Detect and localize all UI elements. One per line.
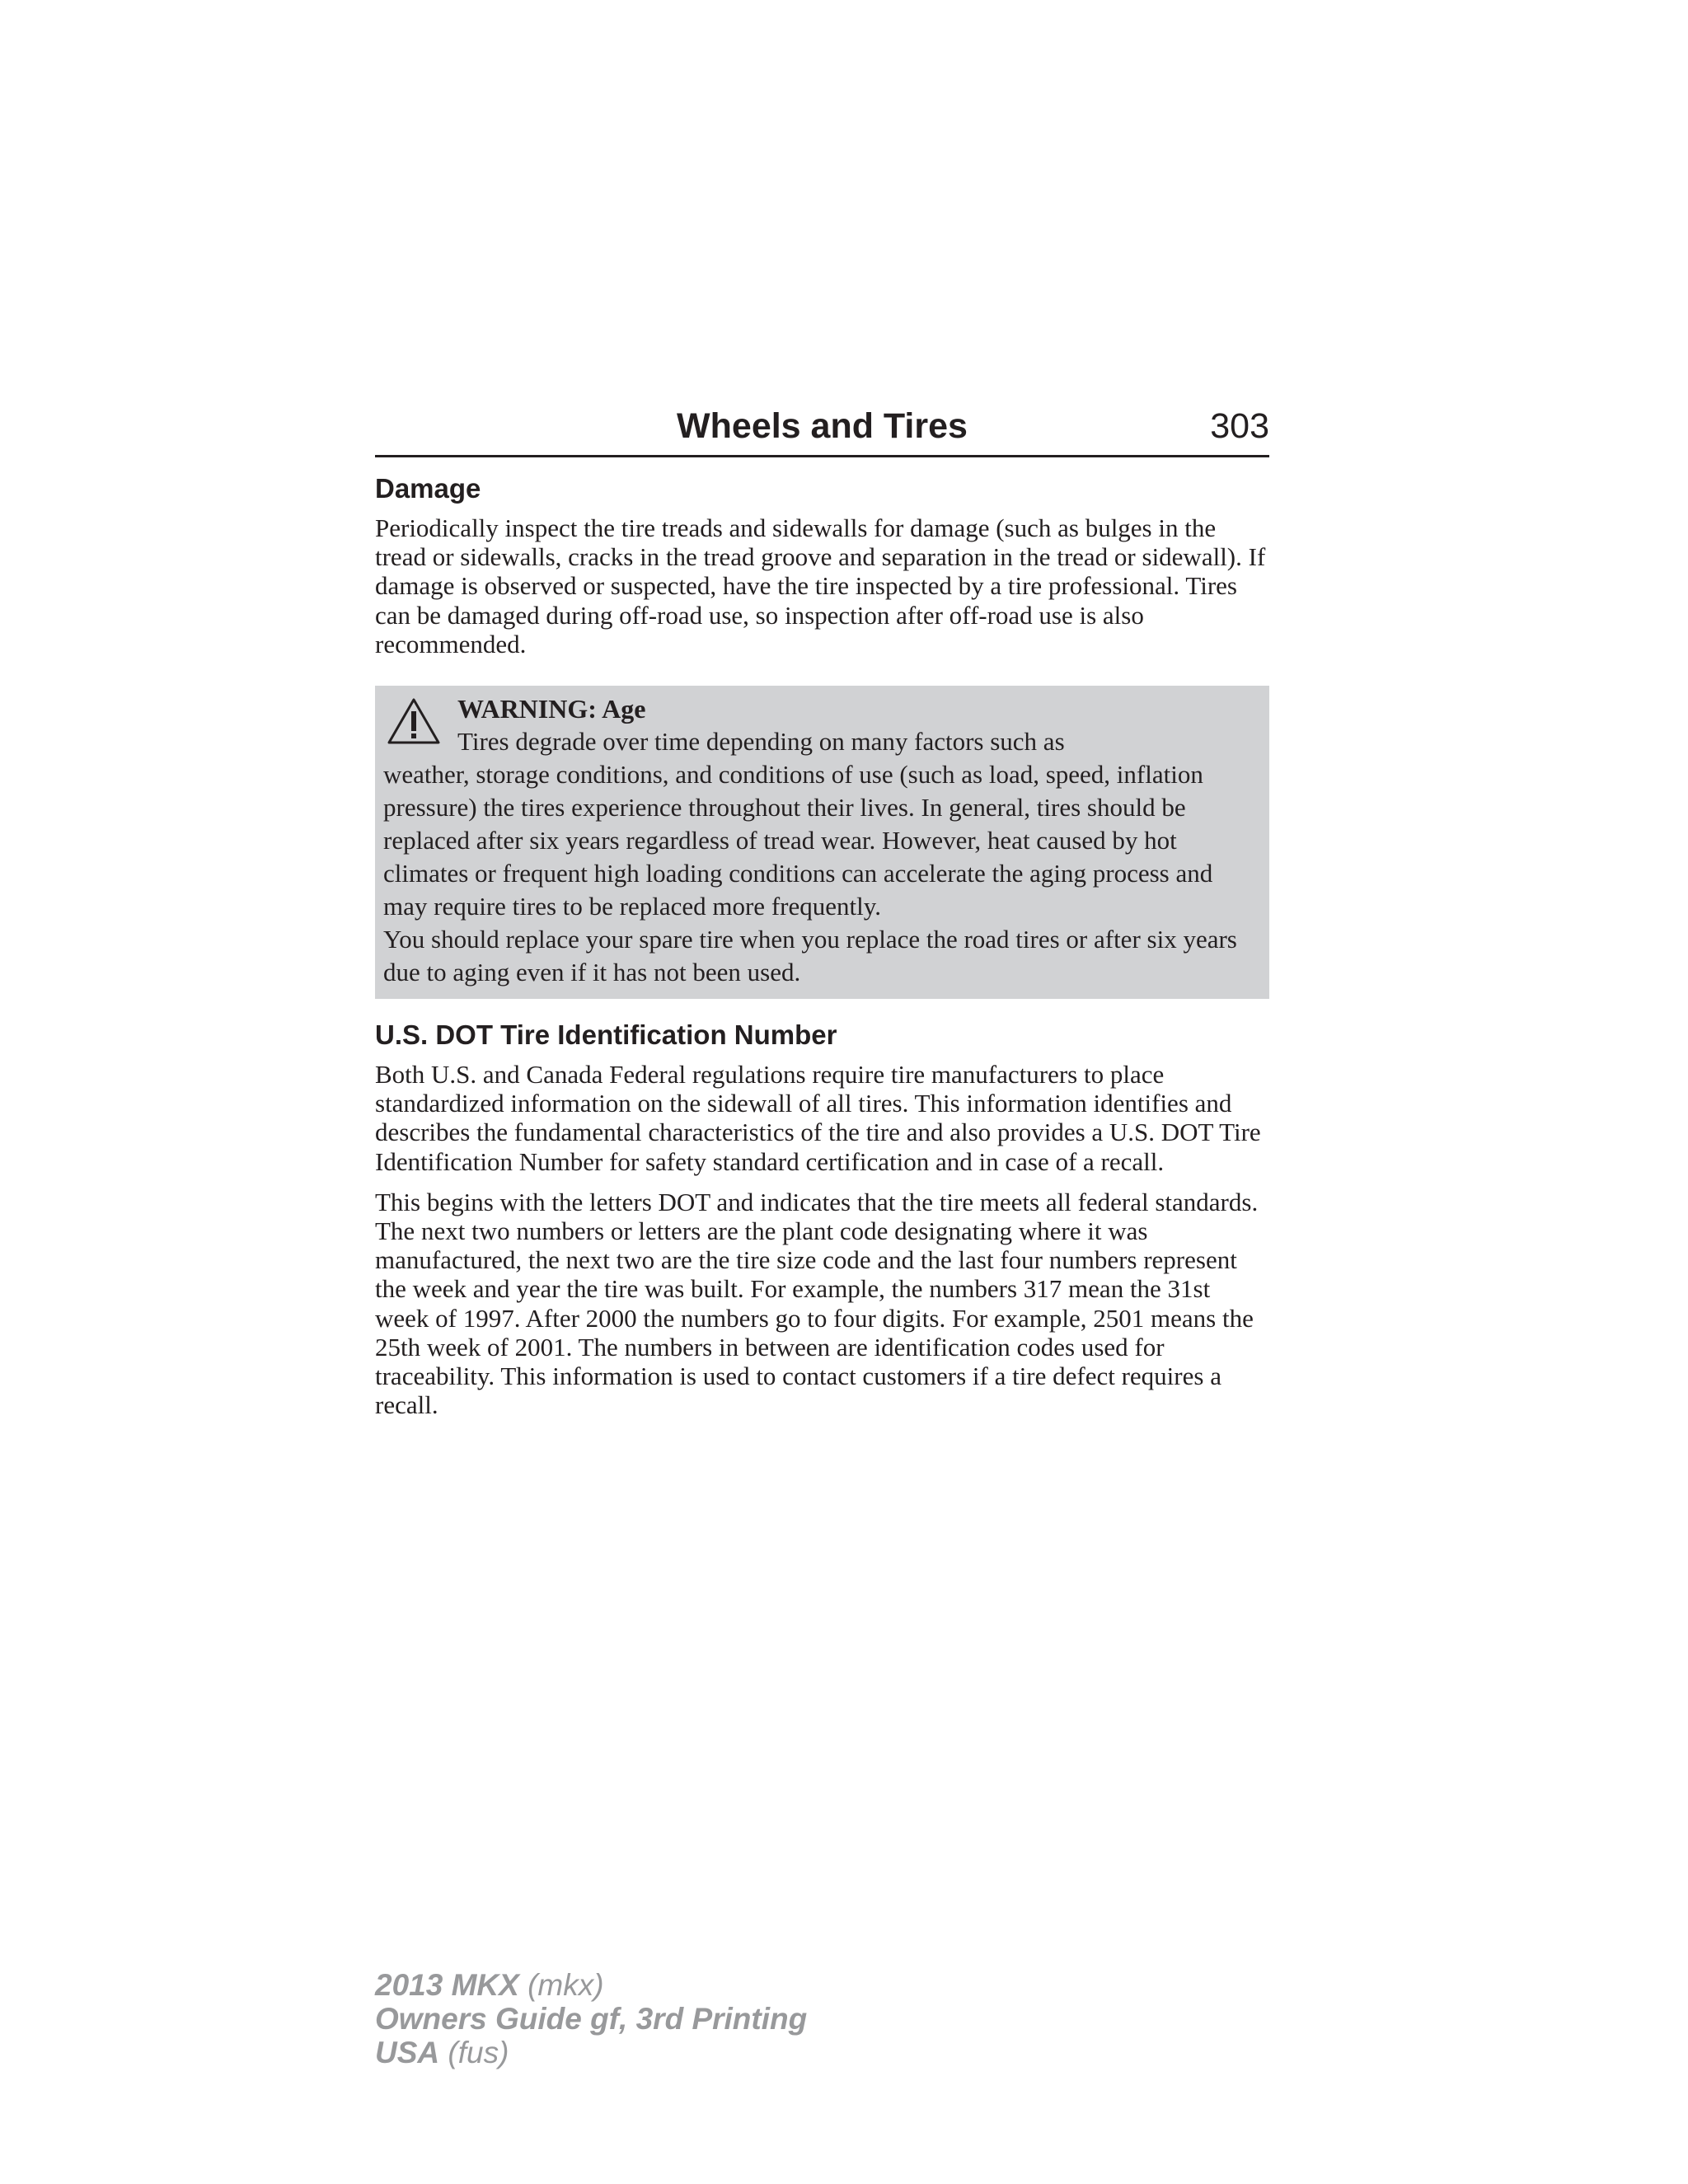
damage-heading: Damage [375, 473, 481, 504]
print-footer [375, 1968, 807, 2069]
warning-paragraph: weather, storage conditions, and conditions of use (such as load, speed, inflation pressure) the tires experience throughout their lives. In general, tires should be replaced after six years regardless of tread wear. However, heat caused by hot climates or frequent high loading conditions can accelerate the aging process and may require tires to be replaced more frequently. [383, 760, 1213, 921]
warning-first-line: Tires degrade over time depending on many factors such as [457, 727, 1065, 757]
section-title: Wheels and Tires [677, 406, 968, 446]
dot-heading: U.S. DOT Tire Identification Number [375, 1019, 837, 1051]
footer-model-line [375, 1968, 807, 2002]
warning-box [375, 686, 1269, 999]
manual-page [375, 404, 1269, 1419]
footer-region-code: (fus) [439, 2036, 509, 2069]
footer-model-code: (mkx) [518, 1968, 604, 2002]
dot-paragraph-1: Both U.S. and Canada Federal regulations require tire manufacturers to place standardized information on the sidewall of all tires. This information identifies and describes the fundamental characteristics of the tire and also provides a U.S. DOT Tire Identification Number for safety standard certification and in case of a recall. [375, 1060, 1261, 1176]
page-header [375, 404, 1269, 457]
footer-region-line [375, 2036, 807, 2069]
page-number: 303 [1210, 406, 1269, 446]
footer-model: 2013 MKX [375, 1968, 519, 2002]
warning-title: WARNING: Age [457, 694, 646, 724]
warning-triangle-icon [387, 697, 441, 745]
damage-paragraph: Periodically inspect the tire treads and sidewalls for damage (such as bulges in the tread or sidewalls, cracks in the tread groove and separation in the tread or sidewall). If damage is observed or suspected, have the tire inspected by a tire professional. Tires can be damaged during off-road use, so inspection after off-road use is also recommended. [375, 513, 1266, 658]
footer-guide-line: Owners Guide gf, 3rd Printing [375, 2002, 808, 2036]
footer-region: USA [375, 2036, 440, 2069]
warning-spare-paragraph: You should replace your spare tire when you replace the road tires or after six years due to aging even if it has not been used. [383, 925, 1237, 987]
dot-paragraph-2: This begins with the letters DOT and indicates that the tire meets all federal standards. The next two numbers or letters are the plant code designating where it was manufactured, the next two are the tire size code and the last four numbers represent the week and year the tire was built. For example, the numbers 317 mean the 31st week of 1997. After 2000 the numbers go to four digits. For example, 2501 means the 25th week of 2001. The numbers in between are identification codes used for traceability. This information is used to contact customers if a tire defect requires a recall. [375, 1187, 1259, 1420]
